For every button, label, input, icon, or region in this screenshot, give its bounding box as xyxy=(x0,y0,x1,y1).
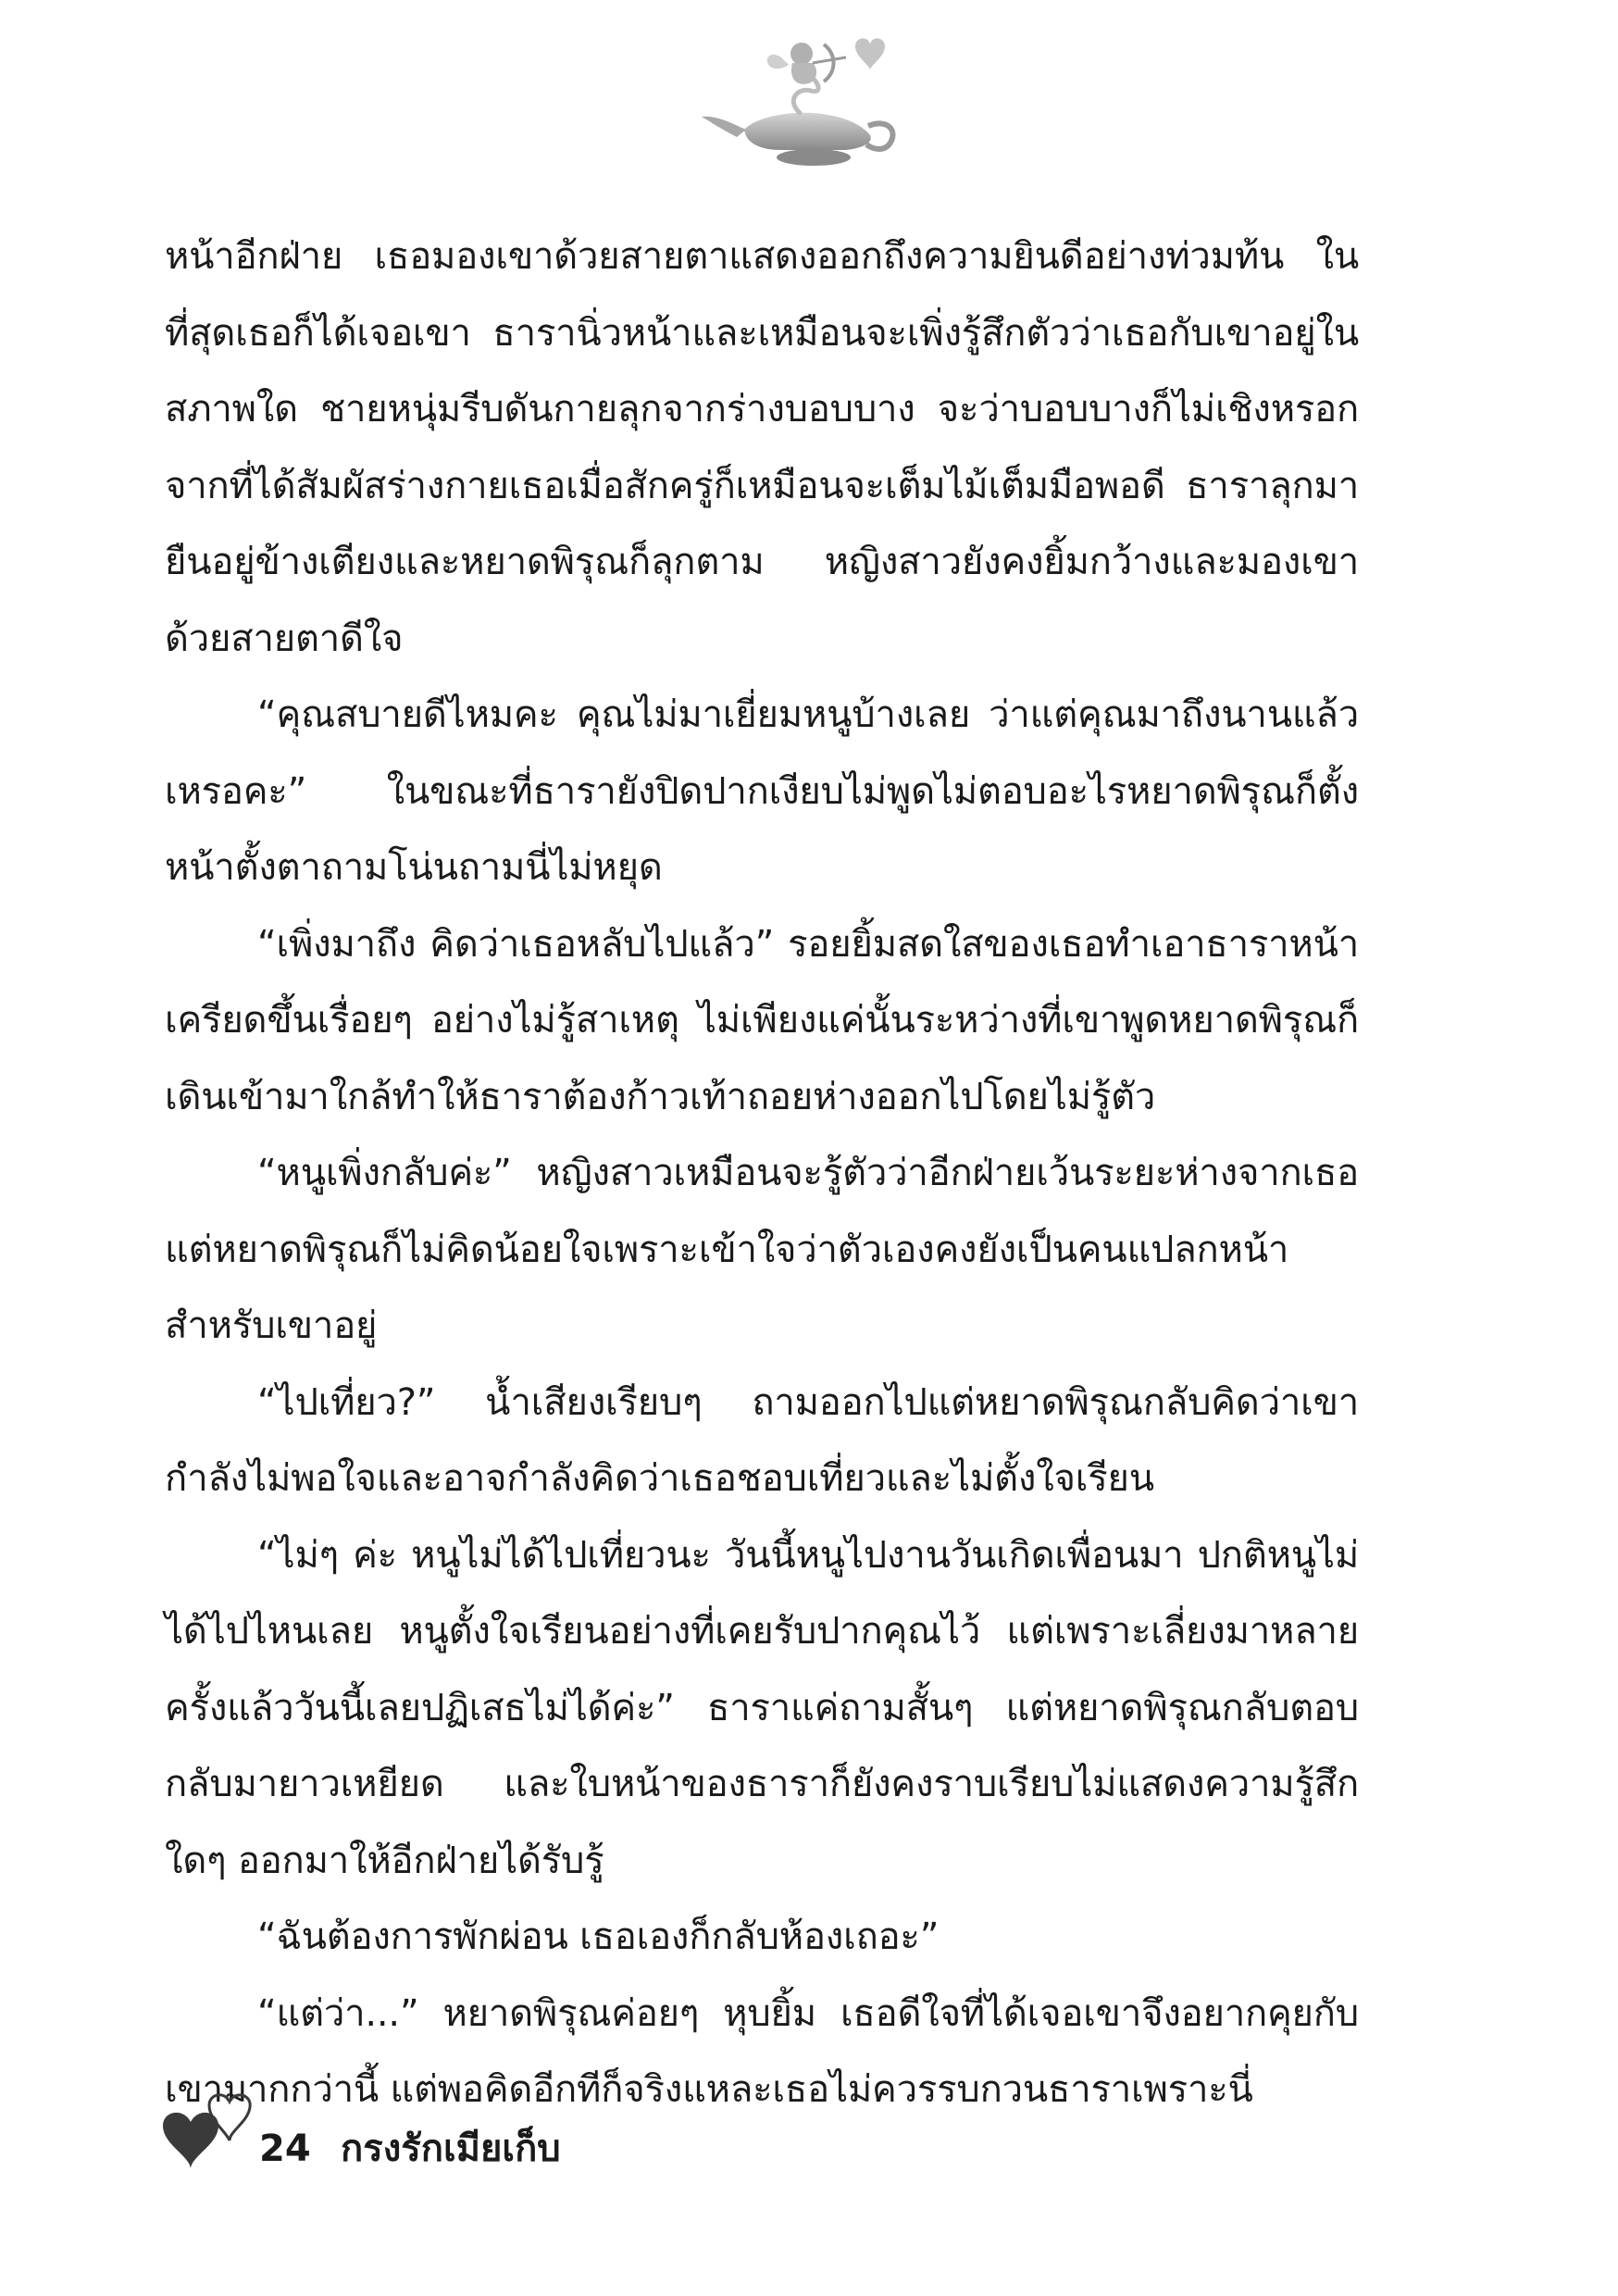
paragraph-1: หน้าอีกฝ่าย เธอมองเขาด้วยสายตาแสดงออกถึงความยินดีอย่างท่วมท้น ในที่สุดเธอก็ได้เจอเขา ธารานิ่วหน้าและเหมือนจะเพิ่งรู้สึกตัวว่าเธอกับเขาอยู่ในสภาพใด ชายหนุ่มรีบดันกายลุกจากร่างบอบบาง จะว่าบอบบางก็ไม่เชิงหรอก จากที่ได้สัมผัสร่างกายเธอเมื่อสักครู่ก็เหมือนจะเต็มไม้เต็มมือพอดี ธาราลุกมายืนอยู่ข้างเตียงและหยาดพิรุณก็ลุกตาม หญิงสาวยังคงยิ้มกว้างและมองเขาด้วยสายตาดีใจ xyxy=(165,235,1359,660)
paragraph-8: “แต่ว่า...” หยาดพิรุณค่อยๆ หุบยิ้ม เธอดีใจที่ได้เจอเขาจึงอยากคุยกับเขามากกว่านี้ แต่พอคิดอีกทีก็จริงแหละเธอไม่ควรรบกวนธาราเพราะนี่ xyxy=(165,1991,1359,2111)
hearts-icon xyxy=(156,2089,257,2172)
book-title: กรงรักเมียเก็บ xyxy=(341,2128,561,2170)
paragraph-3: “เพิ่งมาถึง คิดว่าเธอหลับไปแล้ว” รอยยิ้มสดใสของเธอทำเอาธาราหน้าเครียดขึ้นเรื่อยๆ อย่างไม่รู้สาเหตุ ไม่เพียงแค่นั้นระหว่างที่เขาพูดหยาดพิรุณก็เดินเข้ามาใกล้ทำให้ธาราต้องก้าวเท้าถอยห่างออกไปโดยไม่รู้ตัว xyxy=(165,922,1359,1118)
paragraph-4: “หนูเพิ่งกลับค่ะ” หญิงสาวเหมือนจะรู้ตัวว่าอีกฝ่ายเว้นระยะห่างจากเธอแต่หยาดพิรุณก็ไม่คิดน้อยใจเพราะเข้าใจว่าตัวเองคงยังเป็นคนแปลกหน้าสำหรับเขาอยู่ xyxy=(165,1152,1359,1347)
cupid-magic-lamp-icon xyxy=(689,26,929,174)
body-text xyxy=(165,218,1359,2128)
page-number: 24 xyxy=(259,2128,311,2170)
page-footer xyxy=(156,2089,803,2190)
paragraph-7: “ฉันต้องการพักผ่อน เธอเองก็กลับห้องเถอะ” xyxy=(257,1915,940,1958)
paragraph-6: “ไม่ๆ ค่ะ หนูไม่ได้ไปเที่ยวนะ วันนี้หนูไปงานวันเกิดเพื่อนมา ปกติหนูไม่ได้ไปไหนเลย หนูตั้งใจเรียนอย่างที่เคยรับปากคุณไว้ แต่เพราะเลี่ยงมาหลายครั้งแล้ววันนี้เลยปฏิเสธไม่ได้ค่ะ” ธาราแค่ถามสั้นๆ แต่หยาดพิรุณกลับตอบกลับมายาวเหยียด และใบหน้าของธาราก็ยังคงราบเรียบไม่แสดงความรู้สึกใดๆ ออกมาให้อีกฝ่ายได้รับรู้ xyxy=(165,1533,1359,1882)
paragraph-2: “คุณสบายดีไหมคะ คุณไม่มาเยี่ยมหนูบ้างเลย ว่าแต่คุณมาถึงนานแล้วเหรอคะ” ในขณะที่ธารายังปิดปากเงียบไม่พูดไม่ตอบอะไรหยาดพิรุณก็ตั้งหน้าตั้งตาถามโน่นถามนี่ไม่หยุด xyxy=(165,693,1359,889)
paragraph-5: “ไปเที่ยว?” น้ำเสียงเรียบๆ ถามออกไปแต่หยาดพิรุณกลับคิดว่าเขากำลังไม่พอใจและอาจกำลังคิดว่าเธอชอบเที่ยวและไม่ตั้งใจเรียน xyxy=(165,1380,1359,1500)
